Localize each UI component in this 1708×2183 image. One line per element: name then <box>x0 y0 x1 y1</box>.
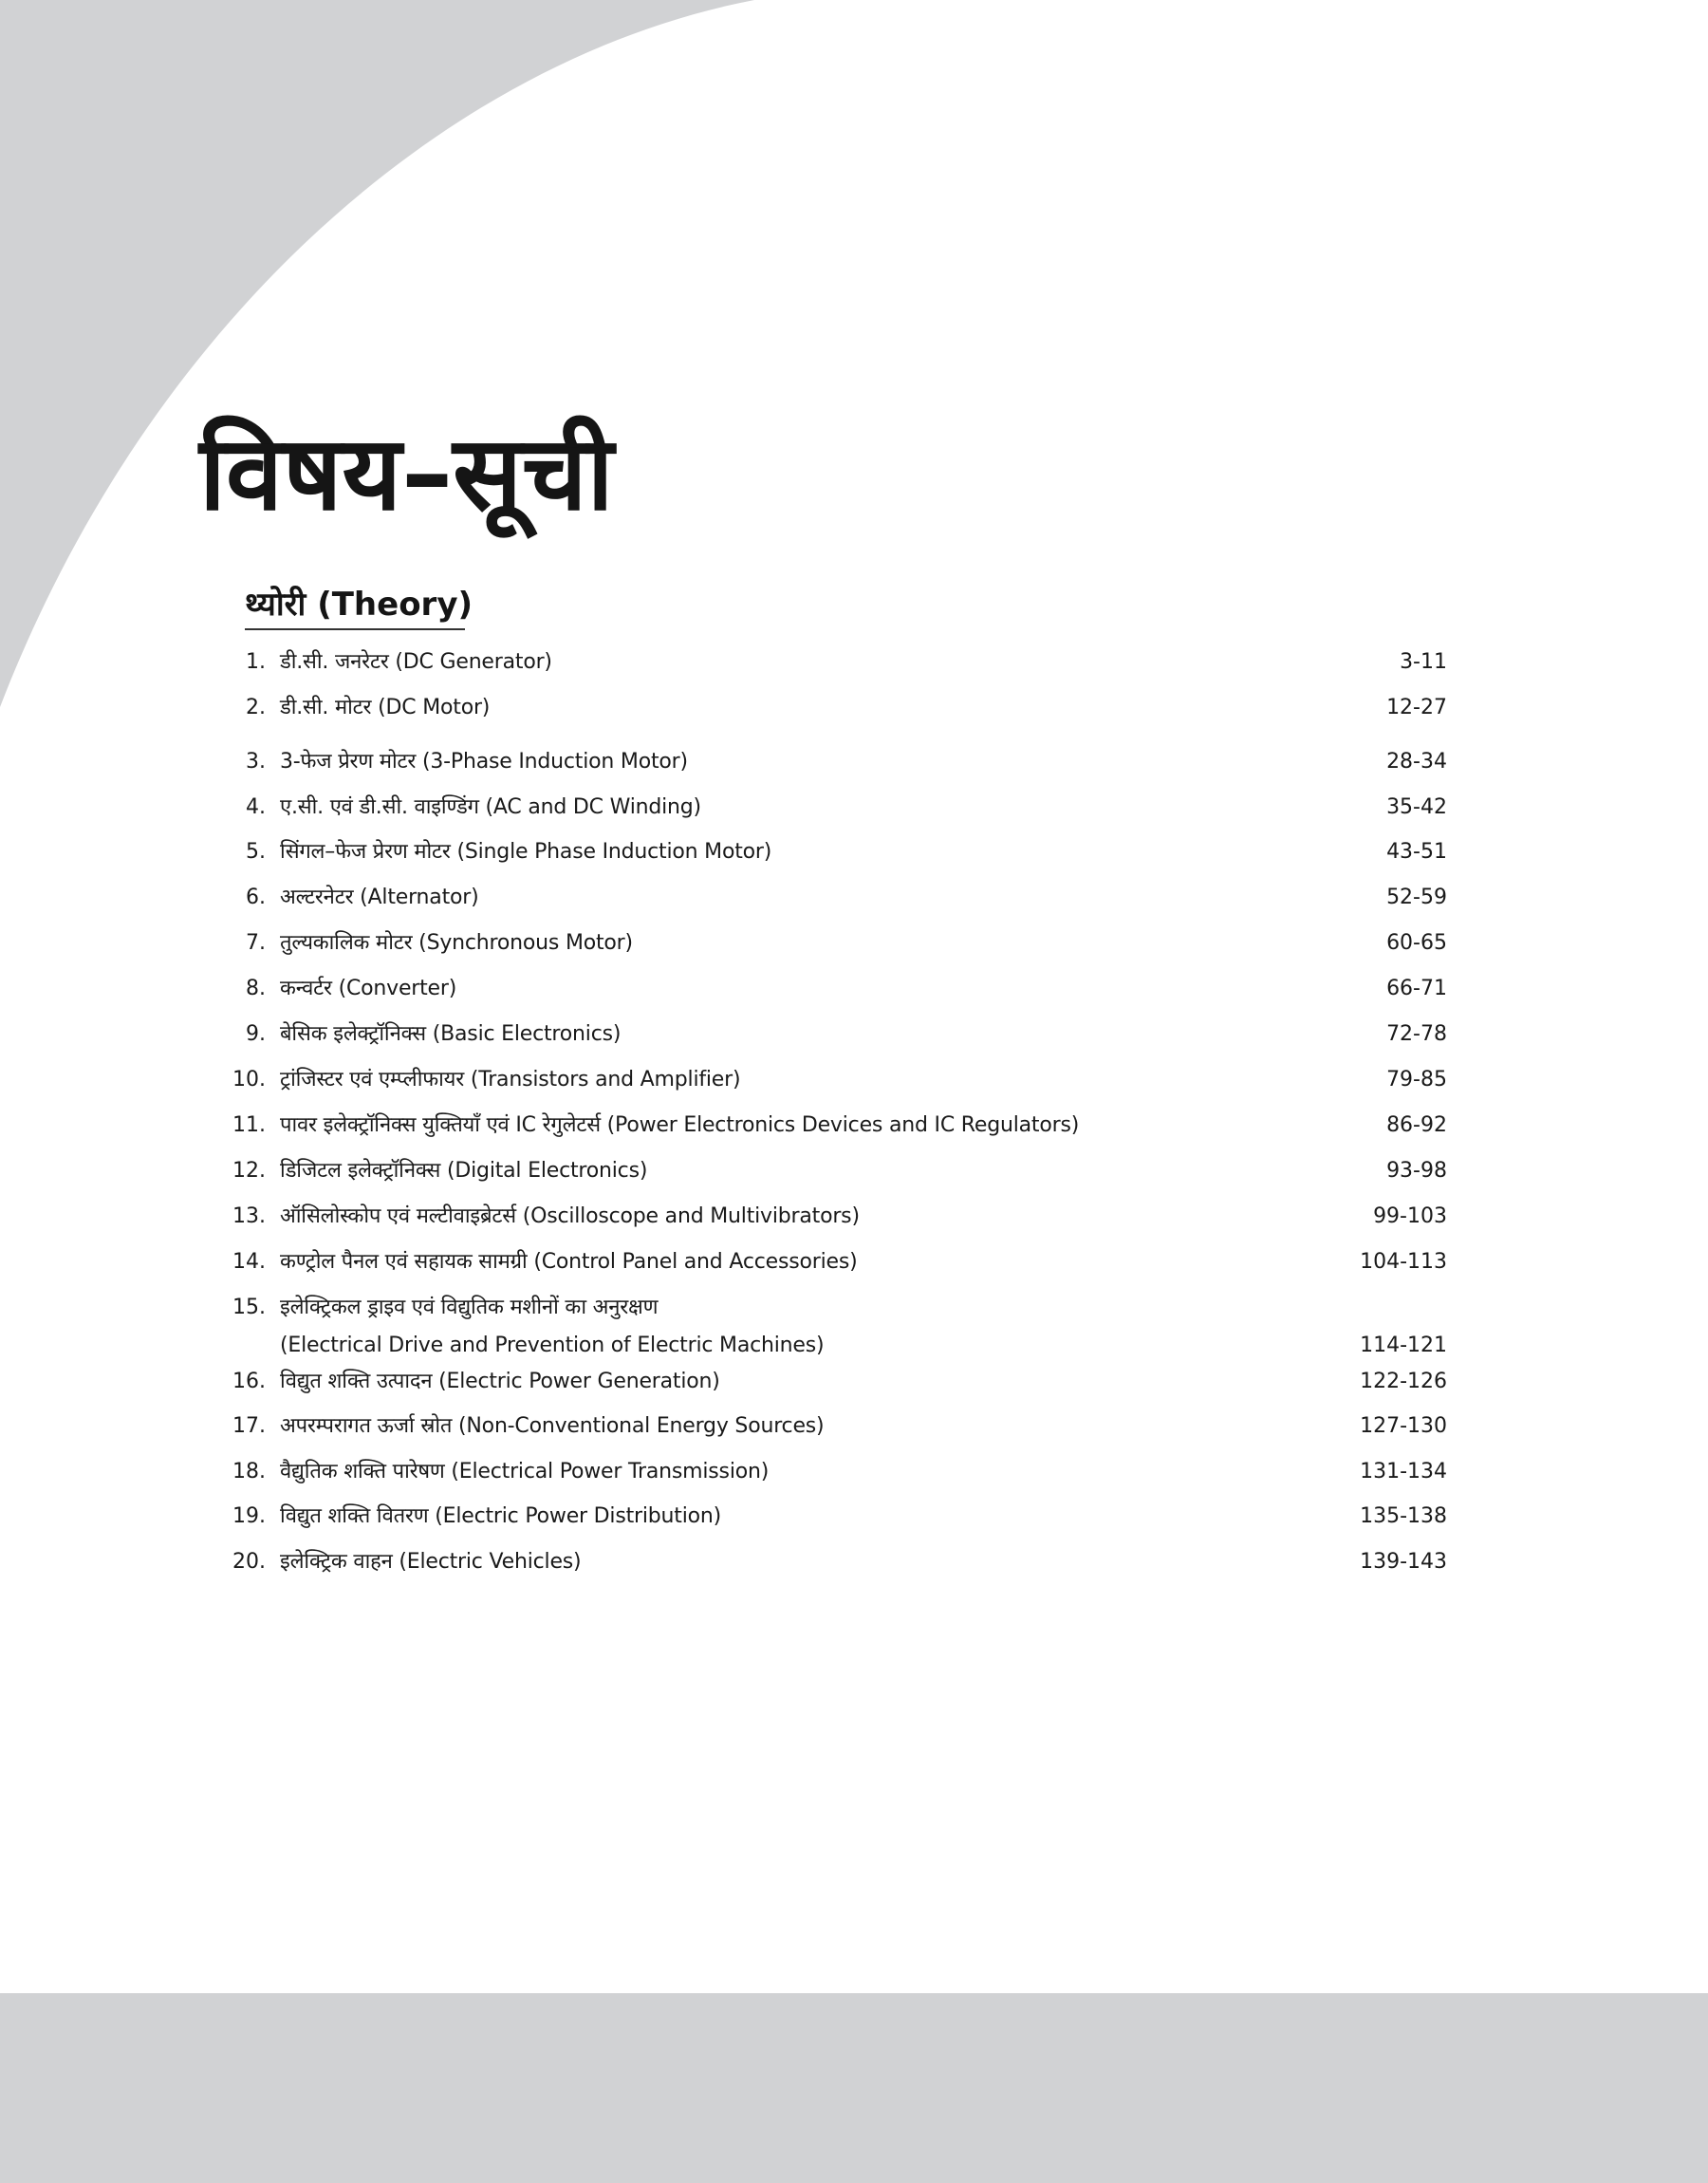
toc-entry-title: विद्युत शक्ति उत्पादन (Electric Power Generation) <box>280 1370 720 1393</box>
toc-entry-6[interactable] <box>228 878 1447 918</box>
toc-entry-title: कण्ट्रोल पैनल एवं सहायक सामग्री (Control Panel and Accessories) <box>280 1250 858 1274</box>
toc-entry-number: 10. <box>232 1068 266 1092</box>
toc-entry-title: बेसिक इलेक्ट्रॉनिक्स (Basic Electronics) <box>280 1022 622 1046</box>
toc-entry-pages: 139-143 <box>1360 1550 1447 1574</box>
toc-entry-pages: 28-34 <box>1386 750 1447 774</box>
toc-entry-title: विद्युत शक्ति वितरण (Electric Power Distribution) <box>280 1504 722 1528</box>
toc-entry-number: 11. <box>232 1113 266 1137</box>
toc-entry-19[interactable] <box>228 1497 1447 1537</box>
toc-entry-17[interactable] <box>228 1407 1447 1446</box>
page-title: विषय–सूची <box>199 415 614 533</box>
toc-entry-number: 1. <box>246 650 266 674</box>
toc-entry-pages: 135-138 <box>1360 1504 1447 1528</box>
toc-entry-number: 7. <box>246 931 266 955</box>
toc-entry-8[interactable] <box>228 969 1447 1009</box>
toc-entry-title: अपरम्परागत ऊर्जा स्रोत (Non-Conventional Energy Sources) <box>280 1414 825 1438</box>
toc-entry-number: 3. <box>246 750 266 774</box>
toc-entry-3[interactable] <box>228 742 1447 782</box>
toc-entry-title: तुल्यकालिक मोटर (Synchronous Motor) <box>280 931 633 955</box>
toc-entry-5[interactable] <box>228 832 1447 872</box>
toc-entry-pages: 60-65 <box>1386 931 1447 955</box>
toc-entry-number: 16. <box>232 1370 266 1393</box>
toc-entry-number: 17. <box>232 1414 266 1438</box>
toc-entry-4[interactable] <box>228 788 1447 828</box>
toc-entry-16[interactable] <box>228 1362 1447 1402</box>
toc-entry-title: ए.सी. एवं डी.सी. वाइण्डिंग (AC and DC Winding) <box>280 795 701 819</box>
toc-entry-number: 12. <box>232 1159 266 1183</box>
toc-entry-number: 2. <box>246 696 266 719</box>
toc-entry-title: इलेक्ट्रिक वाहन (Electric Vehicles) <box>280 1550 582 1574</box>
toc-entry-title: कन्वर्टर (Converter) <box>280 977 457 1000</box>
toc-entry-number: 20. <box>232 1550 266 1574</box>
toc-entry-pages: 72-78 <box>1386 1022 1447 1046</box>
toc-entry-14[interactable] <box>228 1242 1447 1282</box>
toc-entry-pages: 127-130 <box>1360 1414 1447 1438</box>
toc-entry-pages: 104-113 <box>1360 1250 1447 1274</box>
toc-entry-12[interactable] <box>228 1151 1447 1191</box>
toc-entry-number: 5. <box>246 840 266 864</box>
toc-entry-20[interactable] <box>228 1542 1447 1582</box>
toc-entry-number: 18. <box>232 1460 266 1483</box>
toc-entry-title: 3-फेज प्रेरण मोटर (3-Phase Induction Motor) <box>280 750 688 774</box>
toc-entry-number: 8. <box>246 977 266 1000</box>
toc-entry-title: डिजिटल इलेक्ट्रॉनिक्स (Digital Electronics) <box>280 1159 648 1183</box>
toc-entry-13[interactable] <box>228 1197 1447 1237</box>
toc-entry-9[interactable] <box>228 1015 1447 1054</box>
toc-entry-title: पावर इलेक्ट्रॉनिक्स युक्तियाँ एवं IC रेगुलेटर्स (Power Electronics Devices and IC Regulators) <box>280 1113 1080 1137</box>
toc-entry-11[interactable] <box>228 1106 1447 1146</box>
toc-entry-title: इलेक्ट्रिकल ड्राइव एवं विद्युतिक मशीनों का अनुरक्षण <box>280 1296 659 1319</box>
toc-entry-title-line2: (Electrical Drive and Prevention of Electric Machines) <box>280 1334 825 1357</box>
toc-entry-pages: 35-42 <box>1386 795 1447 819</box>
toc-entry-pages: 114-121 <box>1360 1334 1447 1357</box>
toc-entry-number: 9. <box>246 1022 266 1046</box>
toc-entry-7[interactable] <box>228 924 1447 963</box>
toc-entry-number: 14. <box>232 1250 266 1274</box>
toc-entry-18[interactable] <box>228 1452 1447 1492</box>
toc-entry-title: वैद्युतिक शक्ति पारेषण (Electrical Power Transmission) <box>280 1460 770 1483</box>
toc-entry-number: 4. <box>246 795 266 819</box>
toc-entry-2[interactable] <box>228 688 1447 728</box>
toc-entry-title: ऑसिलोस्कोप एवं मल्टीवाइब्रेटर्स (Oscilloscope and Multivibrators) <box>280 1204 860 1228</box>
toc-entry-10[interactable] <box>228 1060 1447 1100</box>
toc-entry-pages: 86-92 <box>1386 1113 1447 1137</box>
toc-entry-pages: 79-85 <box>1386 1068 1447 1092</box>
toc-entry-title: डी.सी. जनरेटर (DC Generator) <box>280 650 552 674</box>
toc-entry-1[interactable] <box>228 643 1447 682</box>
section-heading-theory: थ्योरी (Theory) <box>245 586 473 624</box>
toc-entry-title: अल्टरनेटर (Alternator) <box>280 886 479 909</box>
toc-entry-pages: 43-51 <box>1386 840 1447 864</box>
toc-entry-title: डी.सी. मोटर (DC Motor) <box>280 696 491 719</box>
toc-entry-number: 19. <box>232 1504 266 1528</box>
toc-entry-pages: 99-103 <box>1373 1204 1447 1228</box>
toc-entry-pages: 93-98 <box>1386 1159 1447 1183</box>
toc-entry-title: ट्रांजिस्टर एवं एम्प्लीफायर (Transistors and Amplifier) <box>280 1068 741 1092</box>
toc-entry-pages: 12-27 <box>1386 696 1447 719</box>
toc-entry-pages: 52-59 <box>1386 886 1447 909</box>
toc-entry-pages: 3-11 <box>1400 650 1447 674</box>
toc-entry-title: सिंगल–फेज प्रेरण मोटर (Single Phase Induction Motor) <box>280 840 772 864</box>
toc-entry-pages: 66-71 <box>1386 977 1447 1000</box>
toc-entry-pages: 131-134 <box>1360 1460 1447 1483</box>
toc-entry-number: 15. <box>232 1296 266 1319</box>
toc-entry-15[interactable] <box>228 1288 1447 1366</box>
toc-entry-number: 6. <box>246 886 266 909</box>
toc-entry-pages: 122-126 <box>1360 1370 1447 1393</box>
toc-entry-number: 13. <box>232 1204 266 1228</box>
